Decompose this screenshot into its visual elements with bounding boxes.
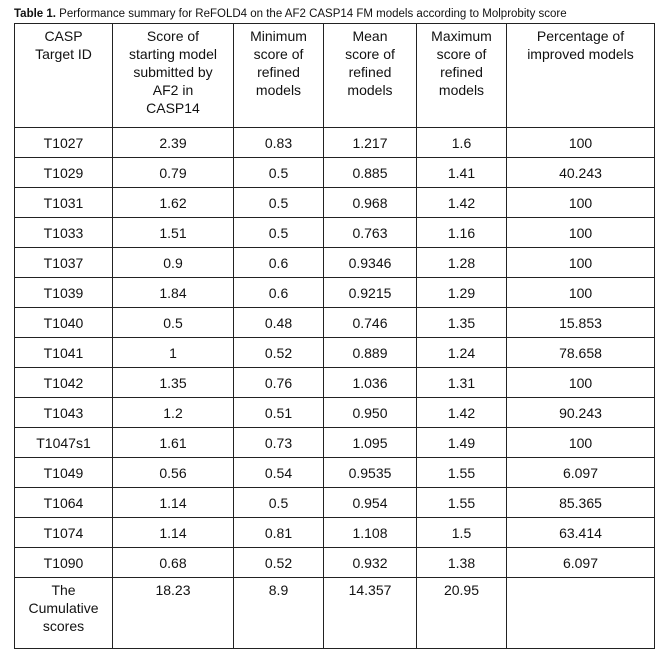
cell-mean-score: 1.108 bbox=[324, 518, 417, 548]
cell-minimum-score: 0.6 bbox=[234, 248, 324, 278]
cell-mean-score: 0.954 bbox=[324, 488, 417, 518]
cell-maximum-score: 1.38 bbox=[417, 548, 507, 578]
cell-target-id: T1031 bbox=[15, 188, 113, 218]
cell-target-id: T1042 bbox=[15, 368, 113, 398]
cell-percentage-improved: 6.097 bbox=[507, 458, 655, 488]
cell-percentage-improved: 100 bbox=[507, 248, 655, 278]
table-row bbox=[15, 548, 655, 578]
cell-target-id: T1064 bbox=[15, 488, 113, 518]
cell-minimum-score: 0.81 bbox=[234, 518, 324, 548]
cell-target-id: T1090 bbox=[15, 548, 113, 578]
table-row bbox=[15, 128, 655, 158]
cell-minimum-score: 0.51 bbox=[234, 398, 324, 428]
table-row bbox=[15, 278, 655, 308]
cumulative-maximum-score: 20.95 bbox=[417, 578, 507, 649]
cell-percentage-improved: 40.243 bbox=[507, 158, 655, 188]
cell-percentage-improved: 100 bbox=[507, 278, 655, 308]
cumulative-starting-score: 18.23 bbox=[113, 578, 234, 649]
cell-target-id: T1039 bbox=[15, 278, 113, 308]
cell-mean-score: 0.9535 bbox=[324, 458, 417, 488]
cell-starting-score: 0.5 bbox=[113, 308, 234, 338]
cell-mean-score: 0.9346 bbox=[324, 248, 417, 278]
cell-maximum-score: 1.42 bbox=[417, 188, 507, 218]
cell-minimum-score: 0.83 bbox=[234, 128, 324, 158]
cell-starting-score: 0.56 bbox=[113, 458, 234, 488]
cell-starting-score: 1.2 bbox=[113, 398, 234, 428]
col-header-maximum-score: Maximum score of refined models bbox=[417, 24, 507, 128]
cell-starting-score: 1.51 bbox=[113, 218, 234, 248]
cell-target-id: T1043 bbox=[15, 398, 113, 428]
table-row bbox=[15, 338, 655, 368]
cell-minimum-score: 0.6 bbox=[234, 278, 324, 308]
cell-percentage-improved: 90.243 bbox=[507, 398, 655, 428]
cell-percentage-improved: 85.365 bbox=[507, 488, 655, 518]
cell-mean-score: 0.746 bbox=[324, 308, 417, 338]
cell-percentage-improved: 78.658 bbox=[507, 338, 655, 368]
performance-table bbox=[14, 23, 655, 649]
cell-minimum-score: 0.5 bbox=[234, 488, 324, 518]
cell-starting-score: 1 bbox=[113, 338, 234, 368]
table-row bbox=[15, 158, 655, 188]
table-row bbox=[15, 188, 655, 218]
cell-percentage-improved: 100 bbox=[507, 428, 655, 458]
cell-percentage-improved: 100 bbox=[507, 188, 655, 218]
cell-mean-score: 0.932 bbox=[324, 548, 417, 578]
cell-mean-score: 0.950 bbox=[324, 398, 417, 428]
col-header-mean-score: Mean score of refined models bbox=[324, 24, 417, 128]
cell-minimum-score: 0.5 bbox=[234, 188, 324, 218]
cell-starting-score: 1.35 bbox=[113, 368, 234, 398]
cell-target-id: T1033 bbox=[15, 218, 113, 248]
table-row bbox=[15, 428, 655, 458]
cell-target-id: T1027 bbox=[15, 128, 113, 158]
cell-maximum-score: 1.5 bbox=[417, 518, 507, 548]
caption-label: Table 1. bbox=[14, 8, 56, 20]
table-row bbox=[15, 368, 655, 398]
cell-mean-score: 1.217 bbox=[324, 128, 417, 158]
cell-starting-score: 1.84 bbox=[113, 278, 234, 308]
cell-target-id: T1041 bbox=[15, 338, 113, 368]
cell-mean-score: 0.968 bbox=[324, 188, 417, 218]
cell-target-id: T1029 bbox=[15, 158, 113, 188]
cell-maximum-score: 1.16 bbox=[417, 218, 507, 248]
cell-minimum-score: 0.48 bbox=[234, 308, 324, 338]
table-caption bbox=[14, 8, 567, 20]
cell-percentage-improved: 15.853 bbox=[507, 308, 655, 338]
cell-starting-score: 1.14 bbox=[113, 488, 234, 518]
cell-minimum-score: 0.54 bbox=[234, 458, 324, 488]
cell-target-id: T1040 bbox=[15, 308, 113, 338]
cell-maximum-score: 1.41 bbox=[417, 158, 507, 188]
cell-starting-score: 1.61 bbox=[113, 428, 234, 458]
cell-minimum-score: 0.5 bbox=[234, 218, 324, 248]
cell-minimum-score: 0.5 bbox=[234, 158, 324, 188]
cell-maximum-score: 1.28 bbox=[417, 248, 507, 278]
cell-maximum-score: 1.55 bbox=[417, 458, 507, 488]
cell-percentage-improved: 100 bbox=[507, 368, 655, 398]
col-header-minimum-score: Minimum score of refined models bbox=[234, 24, 324, 128]
cell-percentage-improved: 100 bbox=[507, 128, 655, 158]
cell-starting-score: 0.68 bbox=[113, 548, 234, 578]
cell-minimum-score: 0.73 bbox=[234, 428, 324, 458]
cell-minimum-score: 0.52 bbox=[234, 548, 324, 578]
cumulative-label: The Cumulative scores bbox=[15, 578, 113, 649]
cell-mean-score: 0.9215 bbox=[324, 278, 417, 308]
cell-mean-score: 1.095 bbox=[324, 428, 417, 458]
cumulative-mean-score: 14.357 bbox=[324, 578, 417, 649]
cell-starting-score: 2.39 bbox=[113, 128, 234, 158]
cell-mean-score: 0.885 bbox=[324, 158, 417, 188]
cell-percentage-improved: 6.097 bbox=[507, 548, 655, 578]
cell-maximum-score: 1.29 bbox=[417, 278, 507, 308]
cell-starting-score: 0.79 bbox=[113, 158, 234, 188]
cell-maximum-score: 1.31 bbox=[417, 368, 507, 398]
cumulative-row bbox=[15, 578, 655, 649]
table-row bbox=[15, 458, 655, 488]
table-row bbox=[15, 248, 655, 278]
cell-percentage-improved: 100 bbox=[507, 218, 655, 248]
col-header-starting-score: Score of starting model submitted by AF2 in CASP14 bbox=[113, 24, 234, 128]
cell-percentage-improved: 63.414 bbox=[507, 518, 655, 548]
table-row bbox=[15, 398, 655, 428]
cell-minimum-score: 0.76 bbox=[234, 368, 324, 398]
header-row bbox=[15, 24, 655, 128]
col-header-target-id: CASP Target ID bbox=[15, 24, 113, 128]
cell-target-id: T1074 bbox=[15, 518, 113, 548]
caption-text: Performance summary for ReFOLD4 on the AF2 CASP14 FM models according to Molprobity score bbox=[55, 8, 567, 20]
cell-target-id: T1037 bbox=[15, 248, 113, 278]
cell-maximum-score: 1.55 bbox=[417, 488, 507, 518]
cell-maximum-score: 1.24 bbox=[417, 338, 507, 368]
cell-mean-score: 0.763 bbox=[324, 218, 417, 248]
table-row bbox=[15, 488, 655, 518]
cell-maximum-score: 1.6 bbox=[417, 128, 507, 158]
cell-maximum-score: 1.35 bbox=[417, 308, 507, 338]
cell-mean-score: 0.889 bbox=[324, 338, 417, 368]
cell-maximum-score: 1.49 bbox=[417, 428, 507, 458]
cell-mean-score: 1.036 bbox=[324, 368, 417, 398]
cell-target-id: T1049 bbox=[15, 458, 113, 488]
cell-starting-score: 0.9 bbox=[113, 248, 234, 278]
cumulative-percentage-improved bbox=[507, 578, 655, 649]
cell-starting-score: 1.62 bbox=[113, 188, 234, 218]
col-header-percentage-improved: Percentage of improved models bbox=[507, 24, 655, 128]
cell-starting-score: 1.14 bbox=[113, 518, 234, 548]
cell-maximum-score: 1.42 bbox=[417, 398, 507, 428]
table-row bbox=[15, 308, 655, 338]
table-row bbox=[15, 518, 655, 548]
cumulative-minimum-score: 8.9 bbox=[234, 578, 324, 649]
table-row bbox=[15, 218, 655, 248]
cell-minimum-score: 0.52 bbox=[234, 338, 324, 368]
cell-target-id: T1047s1 bbox=[15, 428, 113, 458]
